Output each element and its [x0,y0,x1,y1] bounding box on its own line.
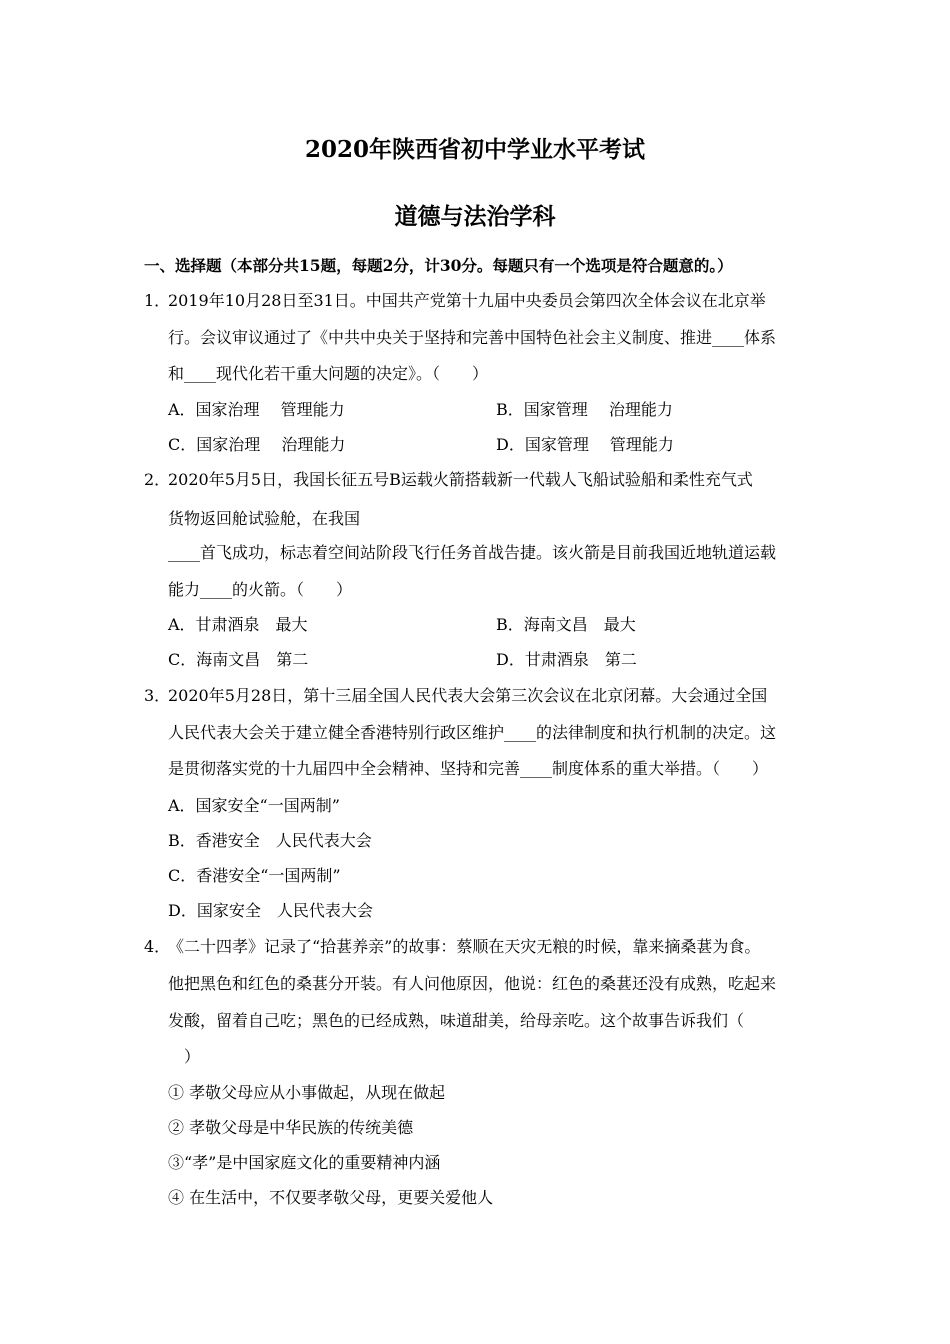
question-text-line: 人民代表大会关于建立健全香港特别行政区维护____的法律制度和执行机制的决定。这 [168,723,777,742]
question-text-line: ____首飞成功，标志着空间站阶段飞行任务首战告捷。该火箭是目前我国近地轨道运载 [168,543,777,562]
option-b: B．香港安全 人民代表大会 [168,831,372,850]
question-number: 3． [144,686,171,705]
option-b: B．海南文昌 最大 [496,615,636,634]
option-d: D．国家管理 管理能力 [496,435,674,454]
option-a: A．甘肃酒泉 最大 [168,615,308,634]
option-d: D．甘肃酒泉 第二 [496,650,637,669]
question-number: 4． [144,937,171,956]
page-title: 2020年陕西省初中学业水平考试 [304,136,645,163]
question-text-line: 《二十四孝》记录了“拾葚养亲”的故事：蔡顺在天灾无粮的时候，靠来摘桑葚为食。 [168,937,761,956]
section-heading: 一、选择题（本部分共15题，每题2分，计30分。每题只有一个选项是符合题意的。） [144,256,733,275]
option-a: A．国家安全“一国两制” [168,796,340,815]
question-text-line: 能力____的火箭。（ ） [168,580,353,599]
question-text-line: 是贯彻落实党的十九届四中全会精神、坚持和完善____制度体系的重大举措。（ ） [168,759,769,778]
question-text-line: 2019年10月28日至31日。中国共产党第十九届中央委员会第四次全体会议在北京举 [168,291,766,310]
page-subtitle: 道德与法治学科 [394,203,556,230]
option-a: A．国家治理 管理能力 [168,400,345,419]
option-c: C．海南文昌 第二 [168,650,309,669]
option-c: C．香港安全“一国两制” [168,866,341,885]
option-b: B．国家管理 治理能力 [496,400,673,419]
question-number: 1． [144,291,171,310]
option-d: D．国家安全 人民代表大会 [168,901,373,920]
question-text-line: 他把黑色和红色的桑葚分开装。有人问他原因，他说：红色的桑葚还没有成熟，吃起来 [168,974,777,993]
question-text-line: ） [184,1047,201,1066]
option-c: C．国家治理 治理能力 [168,435,346,454]
question-text-line: 行。会议审议通过了《中共中央关于坚持和完善中国特色社会主义制度、推进____体系 [168,328,777,347]
statement-2: ② 孝敬父母是中华民族的传统美德 [168,1118,414,1137]
question-number: 2． [144,470,171,489]
question-text-line: 货物返回舱试验舱，在我国 [168,509,361,528]
question-text-line: 2020年5月28日，第十三届全国人民代表大会第三次会议在北京闭幕。大会通过全国 [168,686,768,705]
statement-1: ① 孝敬父母应从小事做起，从现在做起 [168,1083,446,1102]
question-text-line: 2020年5月5日，我国长征五号B运载火箭搭载新一代载人飞船试验船和柔性充气式 [168,470,753,489]
question-text-line: 发酸，留着自己吃；黑色的已经成熟，味道甜美，给母亲吃。这个故事告诉我们（ [168,1011,745,1030]
statement-4: ④ 在生活中，不仅要孝敬父母，更要关爱他人 [168,1188,494,1207]
statement-3: ③“孝”是中国家庭文化的重要精神内涵 [168,1153,441,1172]
question-text-line: 和____现代化若干重大问题的决定》。（ ） [168,364,489,383]
